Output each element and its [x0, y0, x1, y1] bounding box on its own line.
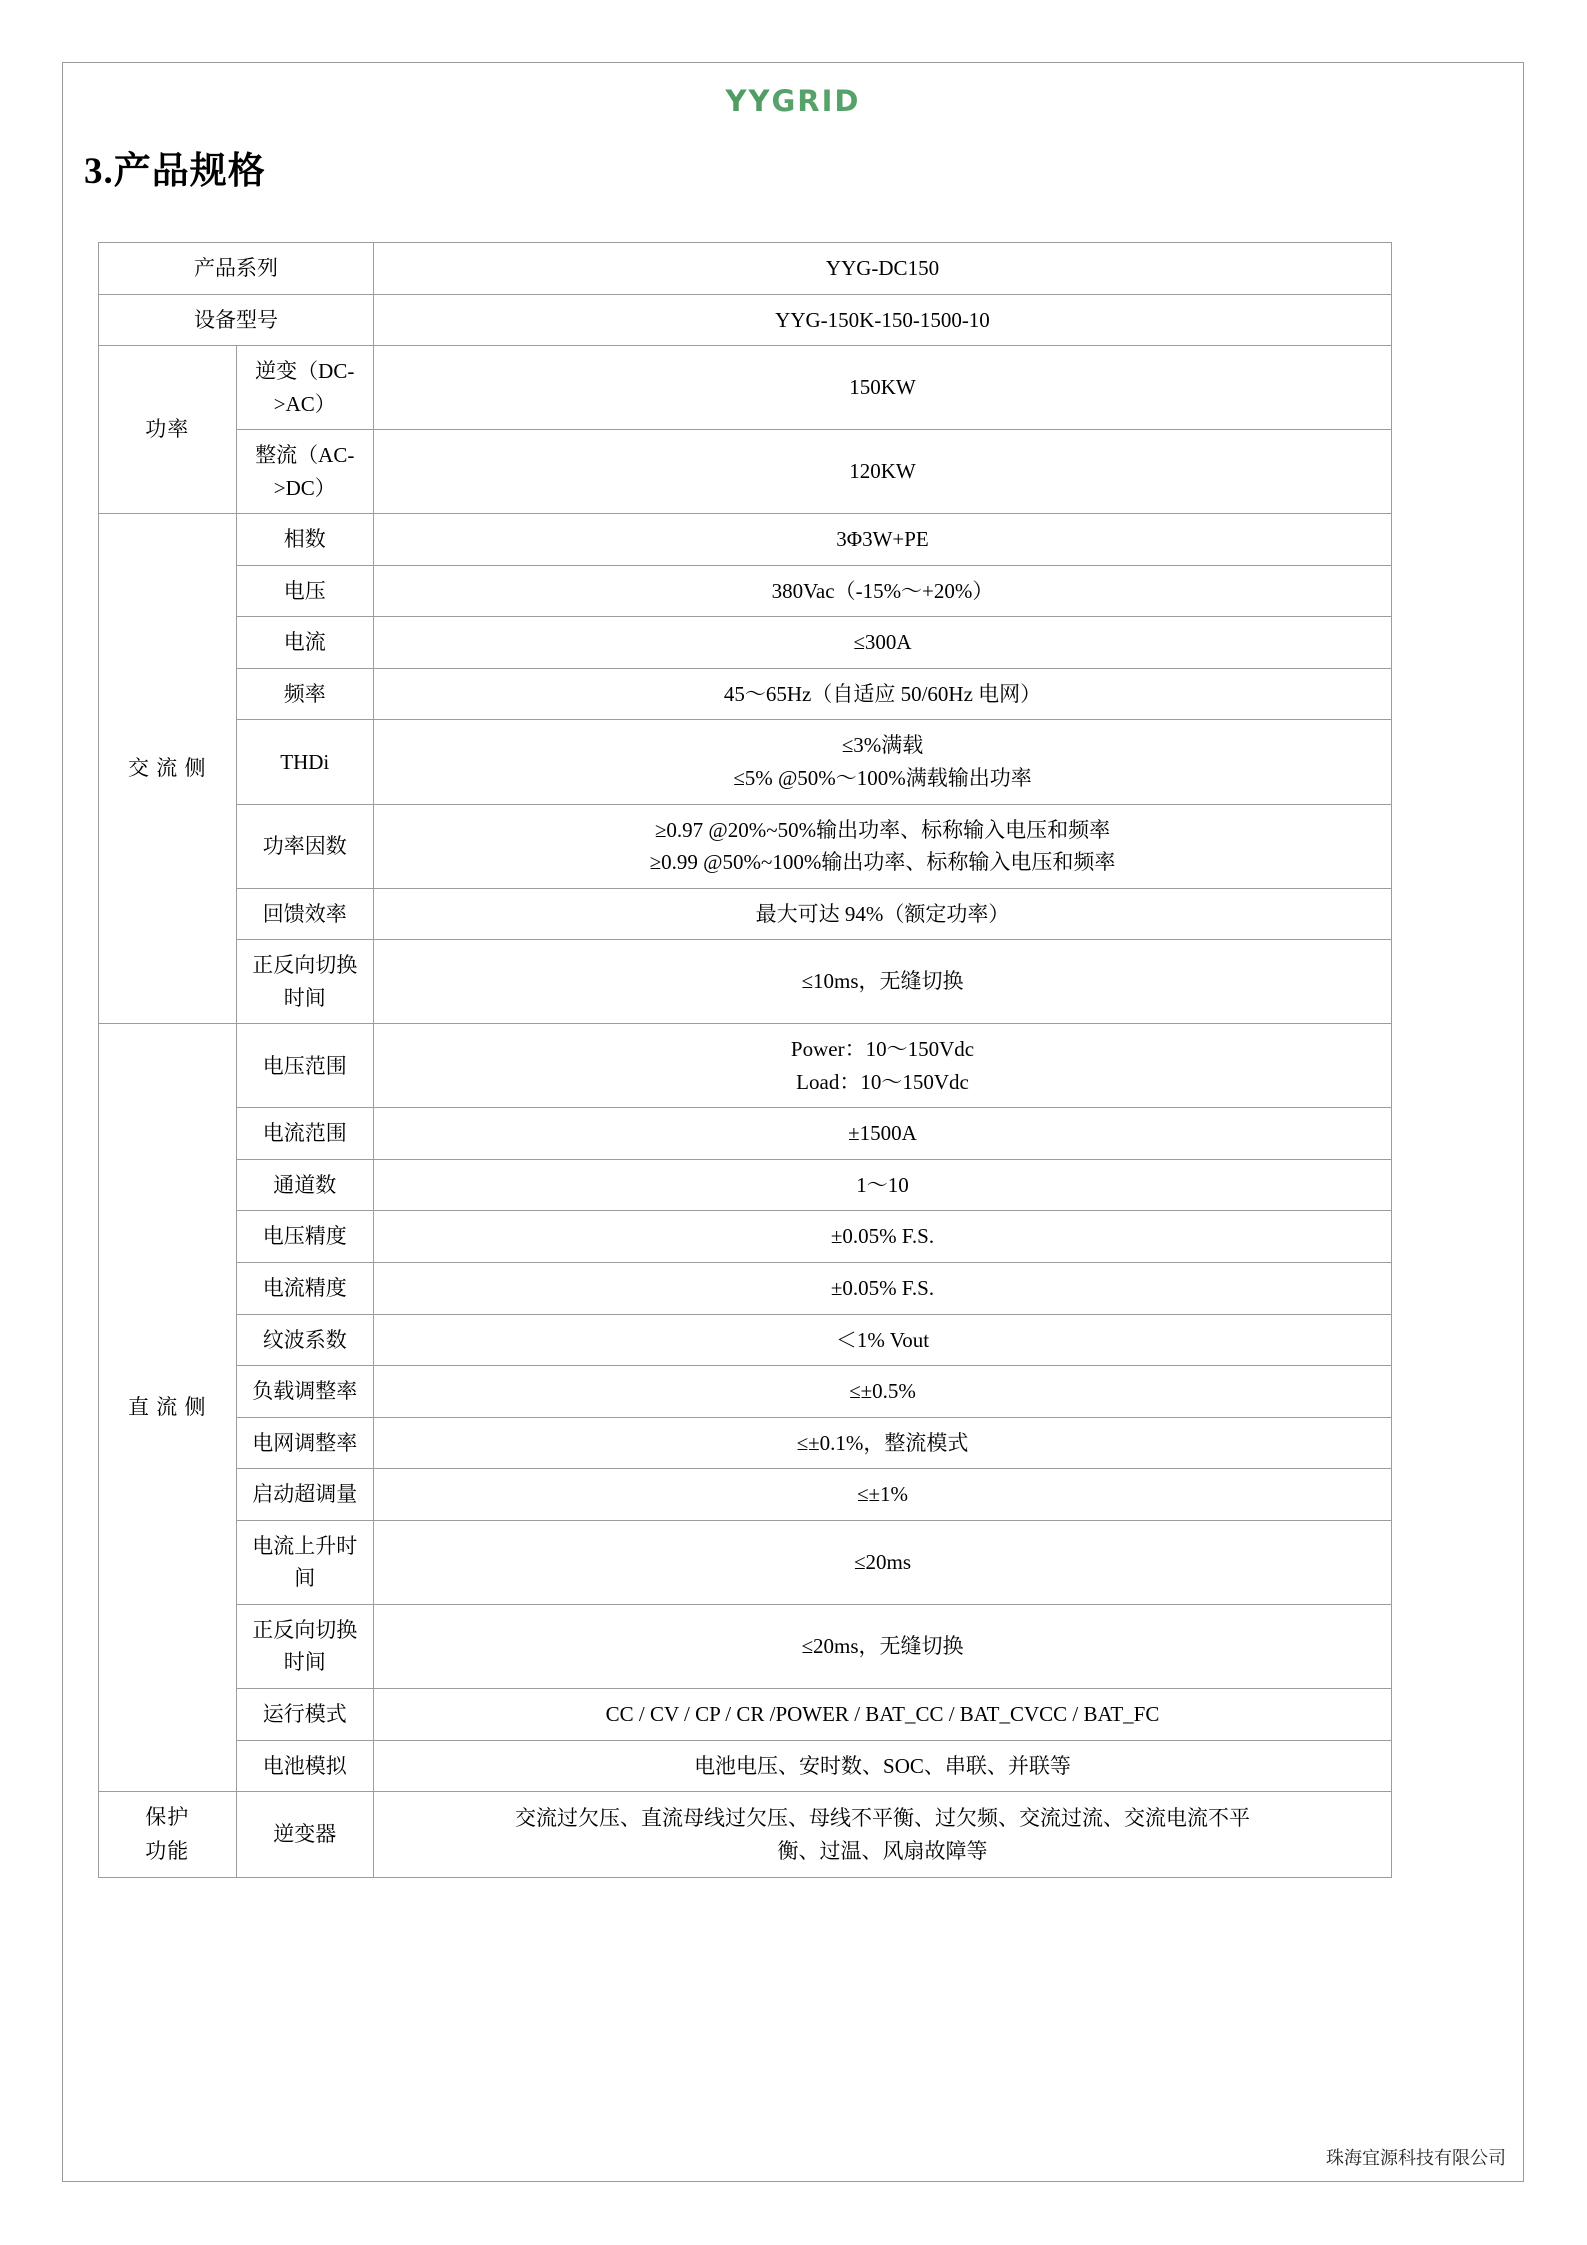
- row-value: [374, 720, 1392, 804]
- row-value: ≤±0.1%，整流模式: [374, 1417, 1392, 1469]
- category-ac-side: [99, 514, 237, 1024]
- row-label: 电网调整率: [236, 1417, 374, 1469]
- table-row: [99, 430, 1392, 514]
- row-value: 120KW: [374, 430, 1392, 514]
- row-label: 启动超调量: [236, 1469, 374, 1521]
- row-value: [374, 804, 1392, 888]
- row-label: 整流（AC->DC）: [236, 430, 374, 514]
- row-label: 电流上升时间: [236, 1520, 374, 1604]
- table-row: [99, 346, 1392, 430]
- row-value-line1: 交流过欠压、直流母线过欠压、母线不平衡、过欠频、交流过流、交流电流不平: [515, 1806, 1250, 1831]
- row-value-line1: ≤3%满载: [841, 733, 924, 758]
- row-value: 电池电压、安时数、SOC、串联、并联等: [374, 1740, 1392, 1792]
- row-value-line2: 衡、过温、风扇故障等: [777, 1838, 988, 1863]
- row-label: 设备型号: [99, 294, 374, 346]
- table-row: [99, 1792, 1392, 1878]
- row-value: [374, 1792, 1392, 1878]
- row-label: 运行模式: [236, 1688, 374, 1740]
- category-dc-side-label: 直 流 侧: [128, 1394, 207, 1419]
- category-protection-line2: 功能: [145, 1838, 190, 1863]
- table-row: [99, 720, 1392, 804]
- row-value: ＜1% Vout: [374, 1314, 1392, 1366]
- page-footer: 珠海宜源科技有限公司: [1326, 2148, 1506, 2168]
- category-dc-side: [99, 1024, 237, 1792]
- row-value: 3Φ3W+PE: [374, 514, 1392, 566]
- logo-text-yy: YY: [725, 84, 772, 118]
- row-label: 相数: [236, 514, 374, 566]
- row-value: ≤10ms，无缝切换: [374, 940, 1392, 1024]
- table-row: [99, 617, 1392, 669]
- row-value: CC / CV / CP / CR /POWER / BAT_CC / BAT_CVCC / BAT_FC: [374, 1688, 1392, 1740]
- row-label: 纹波系数: [236, 1314, 374, 1366]
- row-label: 电流范围: [236, 1108, 374, 1160]
- row-label: 电流精度: [236, 1263, 374, 1315]
- page-title: 3.产品规格: [84, 151, 266, 192]
- row-value: 150KW: [374, 346, 1392, 430]
- category-ac-side-label: 交 流 侧: [128, 755, 207, 780]
- table-row: [99, 1417, 1392, 1469]
- row-value: ≤300A: [374, 617, 1392, 669]
- row-label: 功率因数: [236, 804, 374, 888]
- row-value: 最大可达 94%（额定功率）: [374, 888, 1392, 940]
- row-label: 通道数: [236, 1159, 374, 1211]
- table-row: [99, 940, 1392, 1024]
- table-row: [99, 1740, 1392, 1792]
- row-label: 频率: [236, 668, 374, 720]
- table-row: [99, 243, 1392, 295]
- row-label: 逆变器: [236, 1792, 374, 1878]
- table-row: [99, 804, 1392, 888]
- row-label: THDi: [236, 720, 374, 804]
- row-value: ≤±0.5%: [374, 1366, 1392, 1418]
- table-row: [99, 1108, 1392, 1160]
- row-value-line2: ≤5% @50%～100%满载输出功率: [733, 766, 1032, 791]
- table-row: [99, 1211, 1392, 1263]
- row-value-line2: Load：10～150Vdc: [796, 1069, 969, 1094]
- row-value: ±0.05% F.S.: [374, 1211, 1392, 1263]
- row-label: 电流: [236, 617, 374, 669]
- row-value: ±1500A: [374, 1108, 1392, 1160]
- row-label: 电压: [236, 565, 374, 617]
- table-row: [99, 514, 1392, 566]
- company-logo: [62, 62, 1524, 118]
- row-label: 正反向切换时间: [236, 1604, 374, 1688]
- table-row: [99, 565, 1392, 617]
- row-value-line2: ≥0.99 @50%~100%输出功率、标称输入电压和频率: [649, 850, 1116, 875]
- row-value: ≤20ms，无缝切换: [374, 1604, 1392, 1688]
- table-row: [99, 1469, 1392, 1521]
- category-power: 功率: [99, 346, 237, 514]
- logo-text-grid: GRID: [771, 84, 861, 118]
- row-label: 正反向切换时间: [236, 940, 374, 1024]
- row-value: ≤20ms: [374, 1520, 1392, 1604]
- row-value-line1: Power：10～150Vdc: [790, 1037, 975, 1062]
- row-value: YYG-150K-150-1500-10: [374, 294, 1392, 346]
- row-value-line1: ≥0.97 @20%~50%输出功率、标称输入电压和频率: [654, 817, 1111, 842]
- row-value: 45～65Hz（自适应 50/60Hz 电网）: [374, 668, 1392, 720]
- row-label: 负载调整率: [236, 1366, 374, 1418]
- page-content: [62, 62, 1524, 2182]
- row-value: [374, 1024, 1392, 1108]
- table-row: [99, 888, 1392, 940]
- category-protection-line1: 保护: [145, 1805, 190, 1830]
- table-row: [99, 1314, 1392, 1366]
- row-value: ±0.05% F.S.: [374, 1263, 1392, 1315]
- row-value: ≤±1%: [374, 1469, 1392, 1521]
- row-label: 电池模拟: [236, 1740, 374, 1792]
- row-label: 回馈效率: [236, 888, 374, 940]
- row-label: 电压范围: [236, 1024, 374, 1108]
- table-row: [99, 668, 1392, 720]
- row-label: 逆变（DC->AC）: [236, 346, 374, 430]
- row-value: 380Vac（-15%～+20%）: [374, 565, 1392, 617]
- table-row: [99, 1024, 1392, 1108]
- table-row: [99, 294, 1392, 346]
- row-label: 产品系列: [99, 243, 374, 295]
- row-value: YYG-DC150: [374, 243, 1392, 295]
- row-label: 电压精度: [236, 1211, 374, 1263]
- table-row: [99, 1159, 1392, 1211]
- spec-table-wrapper: [98, 242, 1488, 1878]
- category-protection: [99, 1792, 237, 1878]
- table-row: [99, 1520, 1392, 1604]
- row-value: 1～10: [374, 1159, 1392, 1211]
- table-row: [99, 1688, 1392, 1740]
- table-row: [99, 1263, 1392, 1315]
- spec-table: [98, 242, 1392, 1878]
- table-row: [99, 1366, 1392, 1418]
- table-row: [99, 1604, 1392, 1688]
